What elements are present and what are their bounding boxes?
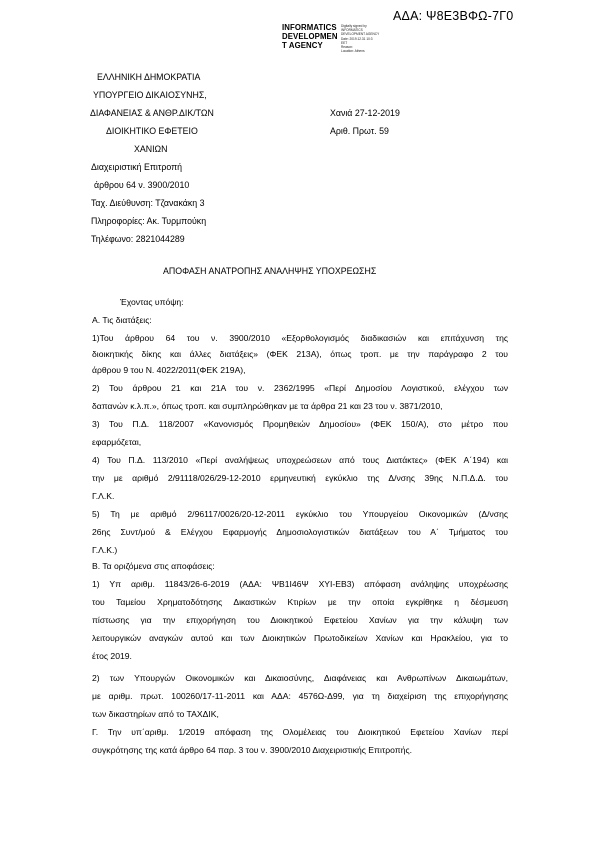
signature-detail-line: EET <box>341 40 348 45</box>
having-regard: Έχοντας υπόψη: <box>120 297 184 307</box>
a1-line-1: 1)Του άρθρου 64 του ν. 3900/2010 «Εξορθολογισμός διαδικασιών και επιτάχυνση της <box>92 333 508 343</box>
signature-detail-line: Reason: <box>341 45 353 50</box>
signature-detail-line: Digitally signed by <box>341 24 367 28</box>
logo-line-1: INFORMATICS <box>282 23 337 32</box>
a2-line-1: 2) Του άρθρου 21 και 21Α του ν. 2362/1995 «Περί Δημοσίου Λογιστικού, ελέγχου των <box>92 383 508 393</box>
b1-line-2: του Ταμείου Χρηματοδότησης Δικαστικών Κτιρίων με την οποία εγκρίθηκε η δέσμευση <box>92 597 508 607</box>
a3-line-2: εφαρμόζεται, <box>92 437 142 447</box>
header-committee: Διαχειριστική Επιτροπή <box>91 162 183 172</box>
a4-line-1: 4) Του Π.Δ. 113/2010 «Περί αναλήψεως υποχρεώσεων από τους Διατάκτες» (ΦΕΚ Α΄194) και <box>92 455 508 465</box>
b1-line-1: 1) Υπ αριθμ. 11843/26-6-2019 (ΑΔΑ: ΨΒ1Ι46Ψ ΧΥΙ-ΕΒ3) απόφαση ανάληψης υποχρέωσης <box>92 579 508 589</box>
header-article: άρθρου 64 ν. 3900/2010 <box>94 180 190 190</box>
document-date: Χανιά 27-12-2019 <box>330 108 400 118</box>
b2-line-3: των δικαστηρίων από το ΤΑΧΔΙΚ, <box>92 709 219 719</box>
header-ministry-2: ΔΙΑΦΑΝΕΙΑΣ & ΑΝΘΡ.ΔΙΚ/ΤΩΝ <box>90 108 214 118</box>
header-ministry-1: ΥΠΟΥΡΓΕΙΟ ΔΙΚΑΙΟΣΥΝΗΣ, <box>93 90 207 100</box>
signature-detail-line: DEVELOPMENT AGENCY <box>341 32 380 37</box>
logo-line-2: DEVELOPMEN <box>282 32 338 41</box>
ada-code: ΑΔΑ: Ψ8Ε3ΒΦΩ-7Γ0 <box>393 9 514 23</box>
a2-line-2: δαπανών κ.λ.π.», όπως τροπ. και συμπληρώθηκαν με τα άρθρα 21 και 23 του ν. 3871/2010, <box>92 401 443 411</box>
section-b-heading: Β. Τα οριζόμενα στις αποφάσεις: <box>92 561 215 571</box>
header-info: Πληροφορίες: Ακ. Τυρμπούκη <box>91 216 207 226</box>
b1-line-5: έτος 2019. <box>92 651 132 661</box>
a3-line-1: 3) Του Π.Δ. 118/2007 «Κανονισμός Προμηθειών Δημοσίου» (ΦΕΚ 150/Α), στο μέτρο που <box>92 419 508 429</box>
header-country: ΕΛΛΗΝΙΚΗ ΔΗΜΟΚΡΑΤΙΑ <box>97 72 201 82</box>
b1-line-4: λειτουργικών αναγκών αυτού και των Διοικητικών Πρωτοδικείων Χανίων και Ηρακλείου, για το <box>92 633 508 643</box>
signature-detail-line: INFORMATICS <box>341 28 363 33</box>
signature-details <box>341 24 379 53</box>
header-city: ΧΑΝΙΩΝ <box>134 144 168 154</box>
signature-detail-line: Date: 2019.12.31 10:3 <box>341 36 373 41</box>
protocol-number: Αριθ. Πρωτ. 59 <box>330 126 389 136</box>
c-line-1: Γ. Την υπ΄αριθμ. 1/2019 απόφαση της Ολομέλειας του Διοικητικού Εφετείου Χανίων περί <box>92 727 508 737</box>
b2-line-1: 2) των Υπουργών Οικονομικών και Δικαιοσύνης, Διαφάνειας και Ανθρωπίνων Δικαιωμάτων, <box>92 673 508 683</box>
b2-line-2: με αριθμ. πρωτ. 100260/17-11-2011 και ΑΔΑ: 4576Ω-Δ99, για τη διαχείριση της επιχορήγησης <box>92 691 508 701</box>
section-a-heading: Α. Τις διατάξεις: <box>92 315 152 325</box>
document-title: ΑΠΟΦΑΣΗ ΑΝΑΤΡΟΠΗΣ ΑΝΑΛΗΨΗΣ ΥΠΟΧΡΕΩΣΗΣ <box>163 266 377 276</box>
a5-line-1: 5) Τη με αριθμό 2/96117/0026/20-12-2011 εγκύκλιο του Υπουργείου Οικονομικών (Δ/νσης <box>92 509 508 519</box>
c-line-2: συγκρότησης της κατά άρθρο 64 παρ. 3 του ν. 3900/2010 Διαχειριστικής Επιτροπής. <box>92 745 413 755</box>
header-court: ΔΙΟΙΚΗΤΙΚΟ ΕΦΕΤΕΙΟ <box>106 126 198 136</box>
a1-line-2: διοικητικής δίκης και άλλες διατάξεις» (ΦΕΚ 213Α), όπως τροπ. με την παράγραφο 2 του <box>92 349 508 359</box>
b1-line-3: πίστωσης για την επιχορήγηση του Διοικητικού Εφετείου Χανίων για την κάλυψη των <box>92 615 508 625</box>
a4-line-2: την με αριθμό 2/91118/026/29-12-2010 ερμηνευτική εγκύκλιο της Δ/νσης 39ης Ν.Π.Δ.Δ. του <box>92 473 508 483</box>
logo-line-3: T AGENCY <box>282 41 323 50</box>
a4-line-3: Γ.Λ.Κ. <box>92 491 115 501</box>
header-phone: Τηλέφωνο: 2821044289 <box>91 234 185 244</box>
a1-line-3: άρθρου 9 του Ν. 4022/2011(ΦΕΚ 219Α), <box>92 365 246 375</box>
header-address: Ταχ. Διεύθυνση: Τζανακάκη 3 <box>91 198 205 208</box>
digital-signature-stamp <box>282 23 380 54</box>
signature-detail-line: Location: Athens <box>341 49 365 54</box>
a5-line-3: Γ.Λ.Κ.) <box>92 545 118 555</box>
a5-line-2: 26ης Συντ/μού & Ελέγχου Εφαρμογής Δημοσιολογιστικών διατάξεων του Α΄ Τμήματος του <box>92 527 508 537</box>
signature-logo-text <box>282 23 338 50</box>
